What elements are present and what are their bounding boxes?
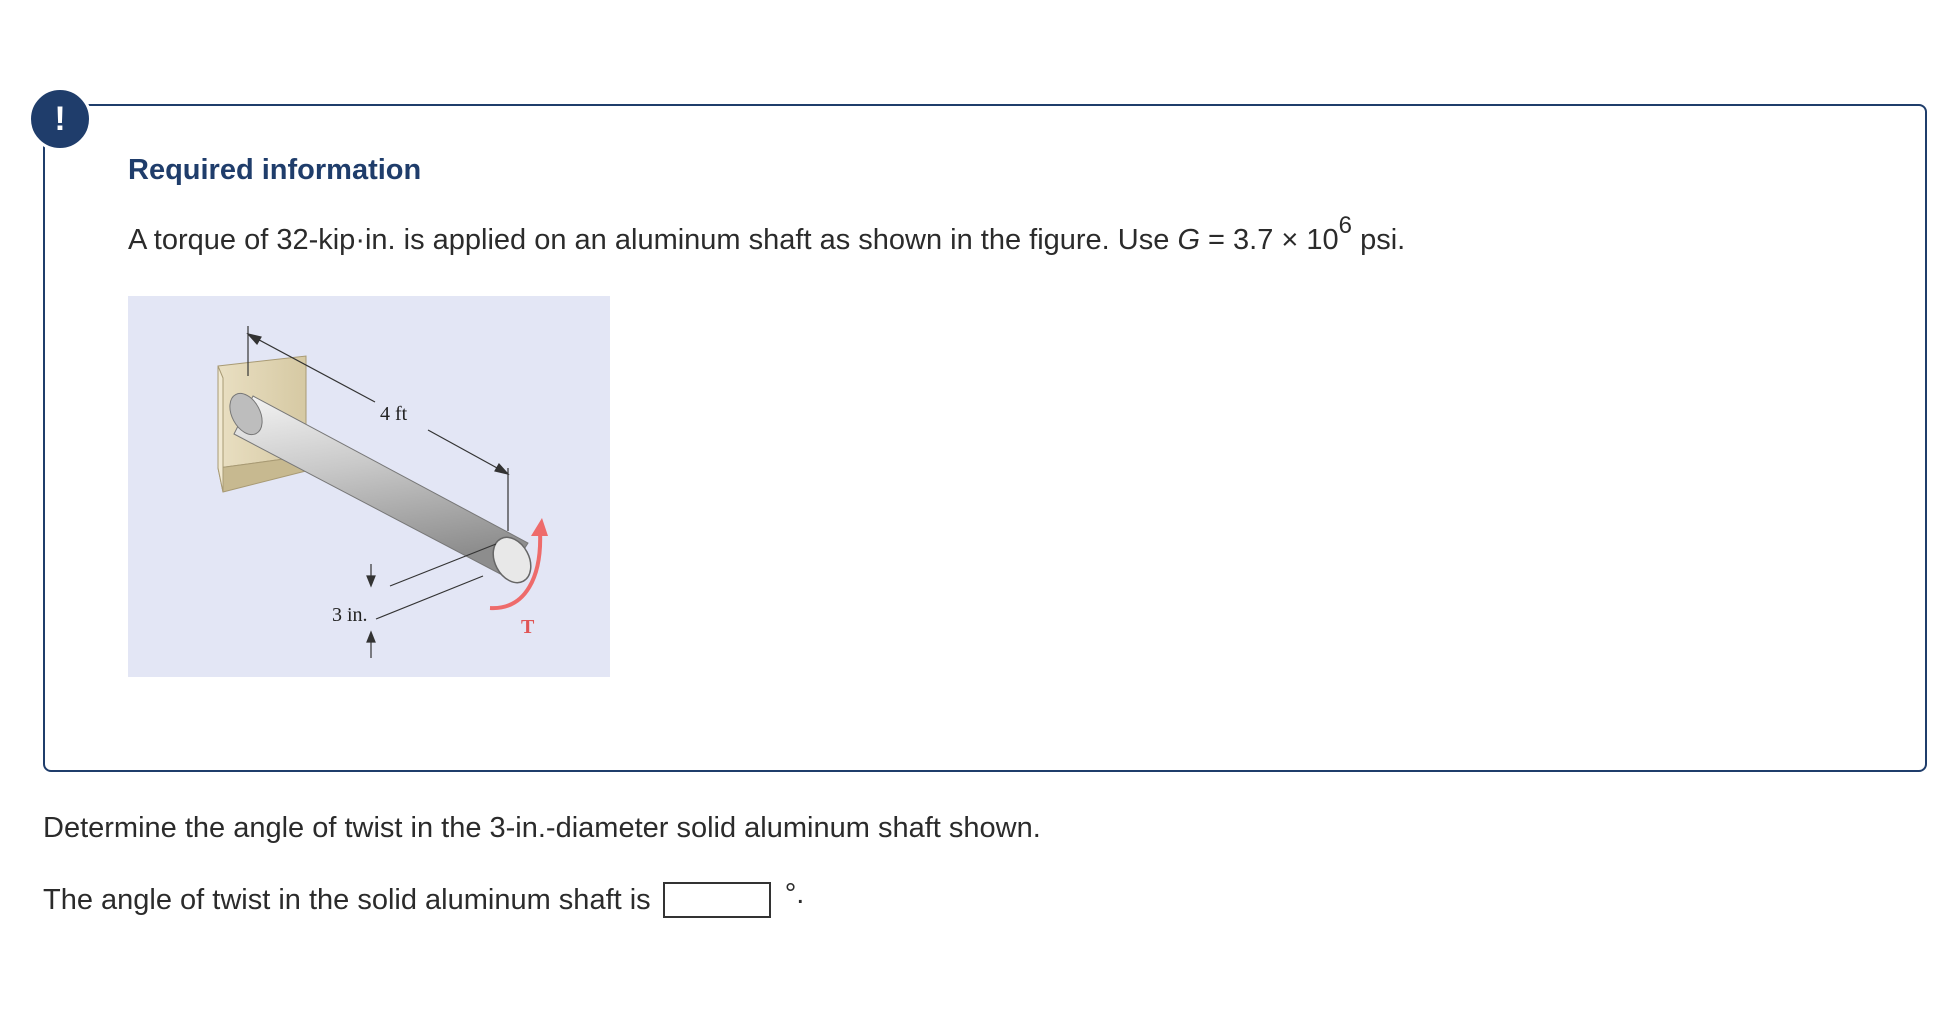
answer-line [43, 877, 805, 918]
alert-icon: ! [28, 87, 92, 151]
problem-statement: A torque of 32-kip·in. is applied on an aluminum shaft as shown in the figure. Use $G = 3.7 \times 10^6$ psi. [128, 212, 1406, 256]
shaft-figure [128, 296, 610, 677]
angle-of-twist-input[interactable] [663, 882, 771, 918]
required-information-heading: Required information [128, 154, 422, 186]
degree-unit: °. [784, 877, 805, 910]
length-label: 4 ft [380, 403, 408, 425]
question-text: Determine the angle of twist in the 3-in.-diameter solid aluminum shaft shown. [43, 812, 1041, 844]
shaft-diagram [128, 296, 610, 677]
diameter-label: 3 in. [332, 604, 368, 626]
torque-label: T [521, 616, 535, 638]
answer-prefix: The angle of twist in the solid aluminum shaft is [43, 883, 651, 916]
